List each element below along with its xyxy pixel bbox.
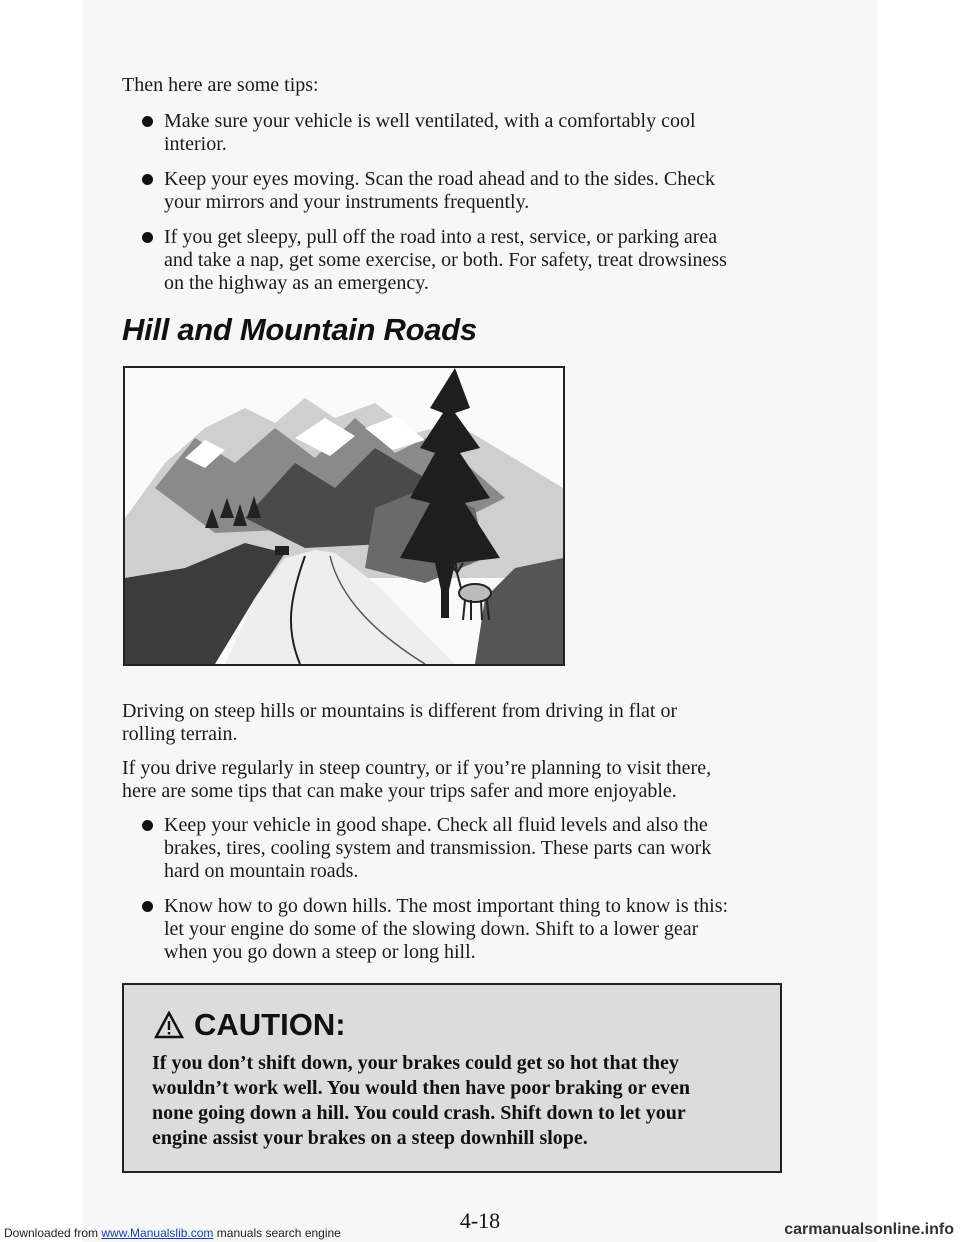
tip-down-hills [142, 895, 772, 964]
bullet-icon [142, 901, 153, 912]
paragraph-terrain [122, 700, 762, 746]
tip-line: on the highway as an emergency. [164, 272, 429, 294]
caution-line: wouldn’t work well. You would then have poor braking or even [152, 1077, 691, 1099]
footer-prefix: Downloaded from [4, 1226, 102, 1240]
manualslib-link[interactable]: www.Manualslib.com [101, 1226, 214, 1240]
paragraph-line: Driving on steep hills or mountains is different from driving in flat or [122, 700, 678, 722]
paragraph-line: rolling terrain. [122, 723, 238, 745]
mountain-road-illustration [123, 366, 565, 666]
bullet-icon [142, 820, 153, 831]
intro-text: Then here are some tips: [122, 74, 319, 96]
tip-line: Keep your eyes moving. Scan the road ahead and to the sides. Check [164, 168, 715, 190]
paragraph-steep-country [122, 757, 762, 803]
tip-line: your mirrors and your instruments frequently. [164, 191, 530, 213]
bullet-icon [142, 116, 153, 127]
tip-ventilation [142, 110, 772, 156]
bullet-icon [142, 232, 153, 243]
tip-line: Know how to go down hills. The most important thing to know is this: [164, 895, 729, 917]
bullet-icon [142, 174, 153, 185]
caution-title: CAUTION: [194, 1007, 346, 1042]
caution-heading [154, 1007, 346, 1043]
paragraph-line: here are some tips that can make your trips safer and more enjoyable. [122, 780, 677, 802]
watermark: carmanualsonline.info [784, 1221, 954, 1238]
tip-line: let your engine do some of the slowing down. Shift to a lower gear [164, 918, 699, 940]
section-heading: Hill and Mountain Roads [122, 312, 477, 347]
page-number: 4-18 [459, 1208, 501, 1233]
caution-box [122, 983, 782, 1173]
tip-line: and take a nap, get some exercise, or both. For safety, treat drowsiness [164, 249, 727, 271]
caution-line: none going down a hill. You could crash. Shift down to let your [152, 1102, 686, 1124]
download-footer [4, 1226, 341, 1240]
caution-text [152, 1051, 762, 1151]
tip-line: Make sure your vehicle is well ventilated, with a comfortably cool [164, 110, 696, 132]
caution-line: engine assist your brakes on a steep downhill slope. [152, 1127, 588, 1149]
tip-line: Keep your vehicle in good shape. Check all fluid levels and also the [164, 814, 708, 836]
tip-eyes [142, 168, 772, 214]
tip-line: If you get sleepy, pull off the road into a rest, service, or parking area [164, 226, 718, 248]
paragraph-line: If you drive regularly in steep country, or if you’re planning to visit there, [122, 757, 712, 779]
tip-sleepy [142, 226, 772, 295]
caution-line: If you don’t shift down, your brakes could get so hot that they [152, 1052, 679, 1074]
tip-line: interior. [164, 133, 227, 155]
warning-triangle-icon [154, 1011, 184, 1039]
tip-line: brakes, tires, cooling system and transmission. These parts can work [164, 837, 712, 859]
footer-suffix: manuals search engine [213, 1226, 341, 1240]
tip-line: when you go down a steep or long hill. [164, 941, 476, 963]
tip-line: hard on mountain roads. [164, 860, 359, 882]
tip-vehicle-shape [142, 814, 772, 883]
